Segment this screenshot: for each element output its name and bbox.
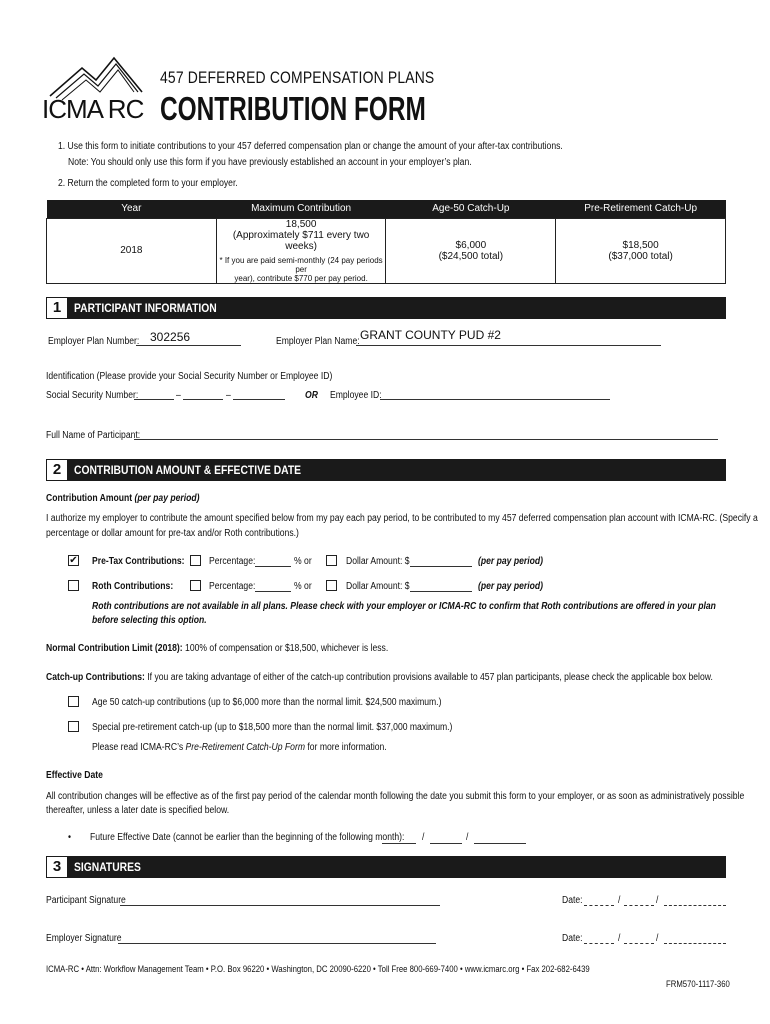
roth-dollar-label: Dollar Amount: $ (346, 581, 410, 592)
read-form-link[interactable]: Pre-Retirement Catch-Up Form (185, 742, 305, 753)
checkmark-icon: ✔ (69, 555, 78, 566)
section-2-number: 2 (46, 459, 68, 481)
instruction-2: 2. Return the completed form to your employer. (58, 178, 238, 189)
age50-catchup-label: Age 50 catch-up contributions (up to $6,000 more than the normal limit. $24,500 maximum.) (92, 697, 442, 708)
table-header-age50: Age-50 Catch-Up (386, 200, 556, 218)
section-1-number: 1 (46, 297, 68, 319)
section-1-header (46, 297, 726, 319)
age50-total: ($24,500 total) (438, 250, 504, 262)
roth-percentage-checkbox[interactable] (190, 580, 201, 594)
participant-date-label: Date: (562, 895, 583, 906)
cell-year (47, 218, 217, 283)
employer-date-day[interactable] (624, 943, 654, 944)
roth-percentage-field[interactable] (255, 591, 291, 592)
section-2-header (46, 459, 726, 481)
pre-value: $18,500 (622, 239, 659, 251)
max-note-1: * If you are paid semi-monthly (24 pay periods per (219, 255, 383, 274)
ssn-field-2[interactable] (183, 399, 223, 400)
amount-heading-sub: (per pay period) (134, 493, 200, 504)
pretax-per-pay-period: (per pay period) (478, 556, 543, 567)
contribution-limits-table (46, 200, 726, 284)
table-header-year: Year (47, 200, 217, 218)
plan-number-value: 302256 (150, 330, 191, 344)
form-id: FRM570-1117-360 (666, 979, 730, 989)
roth-label: Roth Contributions: (92, 581, 174, 592)
roth-note-2: before selecting this option. (92, 615, 207, 626)
table-header-max: Maximum Contribution (216, 200, 386, 218)
pretax-percentage-label: Percentage: (209, 556, 256, 567)
roth-per-pay-period: (per pay period) (478, 581, 543, 592)
cell-max (216, 218, 386, 283)
instruction-1: 1. Use this form to initiate contributions to your 457 deferred compensation plan or change the amount of your after-tax contributions. (58, 141, 563, 152)
ssn-field-1[interactable] (134, 399, 174, 400)
future-date-year[interactable] (474, 843, 526, 844)
logo-text: ICMA RC (42, 94, 144, 124)
section-2-title: CONTRIBUTION AMOUNT & EFFECTIVE DATE (74, 463, 302, 477)
identification-label: Identification (Please provide your Social Security Number or Employee ID) (46, 371, 333, 382)
employee-id-field[interactable] (380, 399, 610, 400)
table-header-row (47, 200, 726, 218)
participant-date-year[interactable] (664, 905, 726, 906)
catchup-label: Catch-up Contributions: (46, 672, 145, 683)
roth-dollar-checkbox[interactable] (326, 580, 337, 594)
normal-limit (46, 643, 388, 654)
effective-date-heading: Effective Date (46, 770, 103, 781)
read-more-line (92, 742, 387, 753)
pretax-label: Pre-Tax Contributions: (92, 556, 185, 567)
pretax-dollar-field[interactable] (410, 566, 472, 567)
roth-dollar-field[interactable] (410, 591, 472, 592)
section-3-header (46, 856, 726, 878)
max-note-2: year), contribute $770 per pay period. (234, 273, 368, 283)
roth-percentage-label: Percentage: (209, 581, 256, 592)
read-prefix: Please read ICMA-RC’s (92, 742, 184, 753)
authorize-line-2: percentage or dollar amount for pre-tax and/or Roth contributions.) (46, 528, 299, 539)
pretax-pct-or: % or (294, 556, 312, 567)
special-catchup-checkbox[interactable] (68, 721, 79, 735)
participant-signature-label: Participant Signature (46, 895, 126, 906)
cell-age50 (386, 218, 556, 283)
employee-id-label: Employee ID: (330, 390, 382, 401)
ssn-field-3[interactable] (233, 399, 285, 400)
pretax-percentage-checkbox[interactable] (190, 555, 201, 569)
pre-total: ($37,000 total) (608, 250, 673, 262)
form-subtitle: 457 DEFERRED COMPENSATION PLANS (160, 68, 435, 87)
catchup-intro (46, 672, 713, 683)
max-value: 18,500 (285, 218, 317, 230)
normal-limit-text: 100% of compensation or $18,500, whichever is less. (185, 643, 389, 654)
or-label: OR (305, 390, 318, 401)
pretax-dollar-label: Dollar Amount: $ (346, 556, 410, 567)
effective-line-1: All contribution changes will be effective as of the first pay period of the calendar month following the date you submit this form to your employer, or as soon as administratively possible (46, 791, 745, 802)
section-3-title: SIGNATURES (74, 860, 141, 874)
bullet-icon: • (68, 832, 72, 843)
catchup-text: If you are taking advantage of either of the catch-up contribution provisions available to 457 plan participants, please check the applicable box below. (147, 672, 713, 683)
employer-date-label: Date: (562, 933, 583, 944)
plan-name-label: Employer Plan Name: (276, 336, 360, 347)
roth-checkbox[interactable] (68, 580, 79, 594)
pretax-percentage-field[interactable] (255, 566, 291, 567)
normal-limit-label: Normal Contribution Limit (2018): (46, 643, 183, 654)
table-row (47, 218, 726, 283)
participant-date-month[interactable] (584, 905, 614, 906)
roth-pct-or: % or (294, 581, 312, 592)
section-3-number: 3 (46, 856, 68, 878)
cell-pre (556, 218, 726, 283)
plan-number-label: Employer Plan Number: (48, 336, 140, 347)
full-name-label: Full Name of Participant: (46, 430, 141, 441)
pretax-dollar-checkbox[interactable] (326, 555, 337, 569)
future-date-month[interactable] (382, 843, 416, 844)
effective-line-2: thereafter, unless a later date is specified below. (46, 805, 230, 816)
future-date-label: Future Effective Date (cannot be earlier than the beginning of the following month): (90, 832, 405, 843)
form-title: CONTRIBUTION FORM (160, 90, 426, 127)
table-header-pre: Pre-Retirement Catch-Up (556, 200, 726, 218)
employer-signature-label: Employer Signature (46, 933, 122, 944)
roth-note-1: Roth contributions are not available in all plans. Please check with your employer or ICMA-RC to confirm that Roth contributions are offered in your plan (92, 601, 716, 612)
special-catchup-label: Special pre-retirement catch-up (up to $18,500 more than the normal limit. $37,000 maximum.) (92, 722, 453, 733)
full-name-field[interactable] (134, 439, 718, 440)
employer-date-year[interactable] (664, 943, 726, 944)
plan-name-value: GRANT COUNTY PUD #2 (360, 328, 501, 342)
participant-date-day[interactable] (624, 905, 654, 906)
plan-number-field[interactable] (136, 345, 241, 346)
amount-heading-text: Contribution Amount (46, 493, 133, 504)
plan-name-field[interactable] (356, 345, 661, 346)
contribution-amount-heading (46, 493, 200, 504)
year-value: 2018 (120, 245, 143, 256)
age50-catchup-checkbox[interactable] (68, 696, 79, 710)
instruction-1-note: Note: You should only use this form if you have previously established an account in your employer’s plan. (68, 157, 472, 168)
ssn-label: Social Security Number: (46, 390, 139, 401)
authorize-line-1: I authorize my employer to contribute the amount specified below from my pay each pay period, to be contributed to my 457 deferred compensation plan account with ICMA-RC. (Specify a (46, 513, 758, 524)
section-1-title: PARTICIPANT INFORMATION (74, 301, 217, 315)
max-biweekly: (Approximately $711 every two weeks) (232, 229, 370, 252)
employer-date-month[interactable] (584, 943, 614, 944)
footer-address: ICMA-RC • Attn: Workflow Management Team • P.O. Box 96220 • Washington, DC 20090-6220 • Toll Free 800-669-7400 • www.icmarc.org • Fax 202-682-6439 (46, 964, 590, 974)
icma-rc-logo (42, 52, 152, 124)
participant-signature-field[interactable] (120, 905, 440, 906)
employer-signature-field[interactable] (118, 943, 436, 944)
future-date-day[interactable] (430, 843, 462, 844)
read-suffix: for more information. (307, 742, 387, 753)
age50-value: $6,000 (455, 239, 487, 251)
pretax-checkbox[interactable] (68, 555, 79, 566)
